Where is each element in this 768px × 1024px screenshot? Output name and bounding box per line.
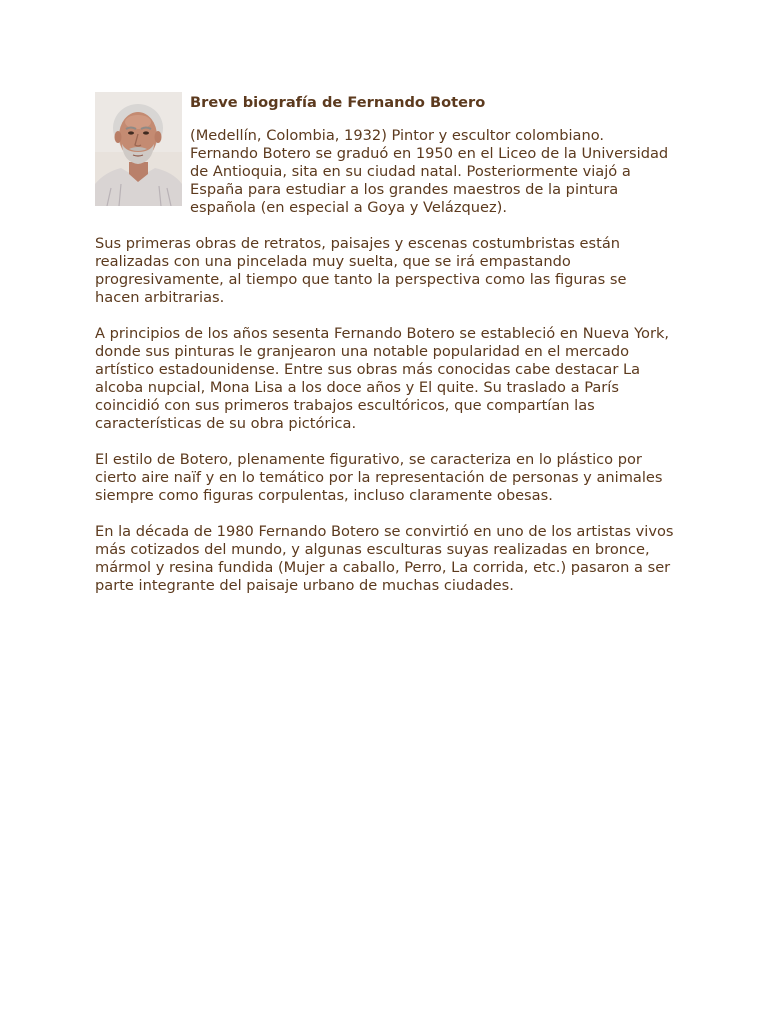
portrait-photo	[95, 92, 182, 206]
document-title: Breve biografía de Fernando Botero	[190, 94, 486, 111]
paragraph-new-york: A principios de los años sesenta Fernando Botero se estableció en Nueva York, donde sus pinturas le granjearon una notable popularidad en el mercado artístico estadounidense. Entre sus obras más conocidas cabe destacar La alcoba nupcial, Mona Lisa a los doce años y El quite. Su traslado a París coincidió con sus primeros trabajos escultóricos, que compartían las características de su obra pictórica.	[95, 325, 670, 432]
paragraph-sculptures: En la década de 1980 Fernando Botero se convirtió en uno de los artistas vivos más cotizados del mundo, y algunas esculturas suyas realizadas en bronce, mármol y resina fundida (Mujer a caballo, Perro, La corrida, etc.) pasaron a ser parte integrante del paisaje urbano de muchas ciudades.	[95, 523, 674, 594]
paragraph-style: El estilo de Botero, plenamente figurativo, se caracteriza en lo plástico por cierto aire naïf y en lo temático por la representación de personas y animales siempre como figuras corpulentas, incluso claramente obesas.	[95, 451, 663, 504]
document-body	[95, 92, 675, 613]
paragraph-intro: (Medellín, Colombia, 1932) Pintor y escultor colombiano. Fernando Botero se graduó en 1950 en el Liceo de la Universidad de Antioquia, sita en su ciudad natal. Posteriormente viajó a España para estudiar a los grandes maestros de la pintura española (en especial a Goya y Velázquez).	[190, 127, 669, 216]
paragraph-early-works: Sus primeras obras de retratos, paisajes y escenas costumbristas están realizadas con una pincelada muy suelta, que se irá empastando progresivamente, al tiempo que tanto la perspectiva como las figuras se hacen arbitrarias.	[95, 235, 627, 306]
